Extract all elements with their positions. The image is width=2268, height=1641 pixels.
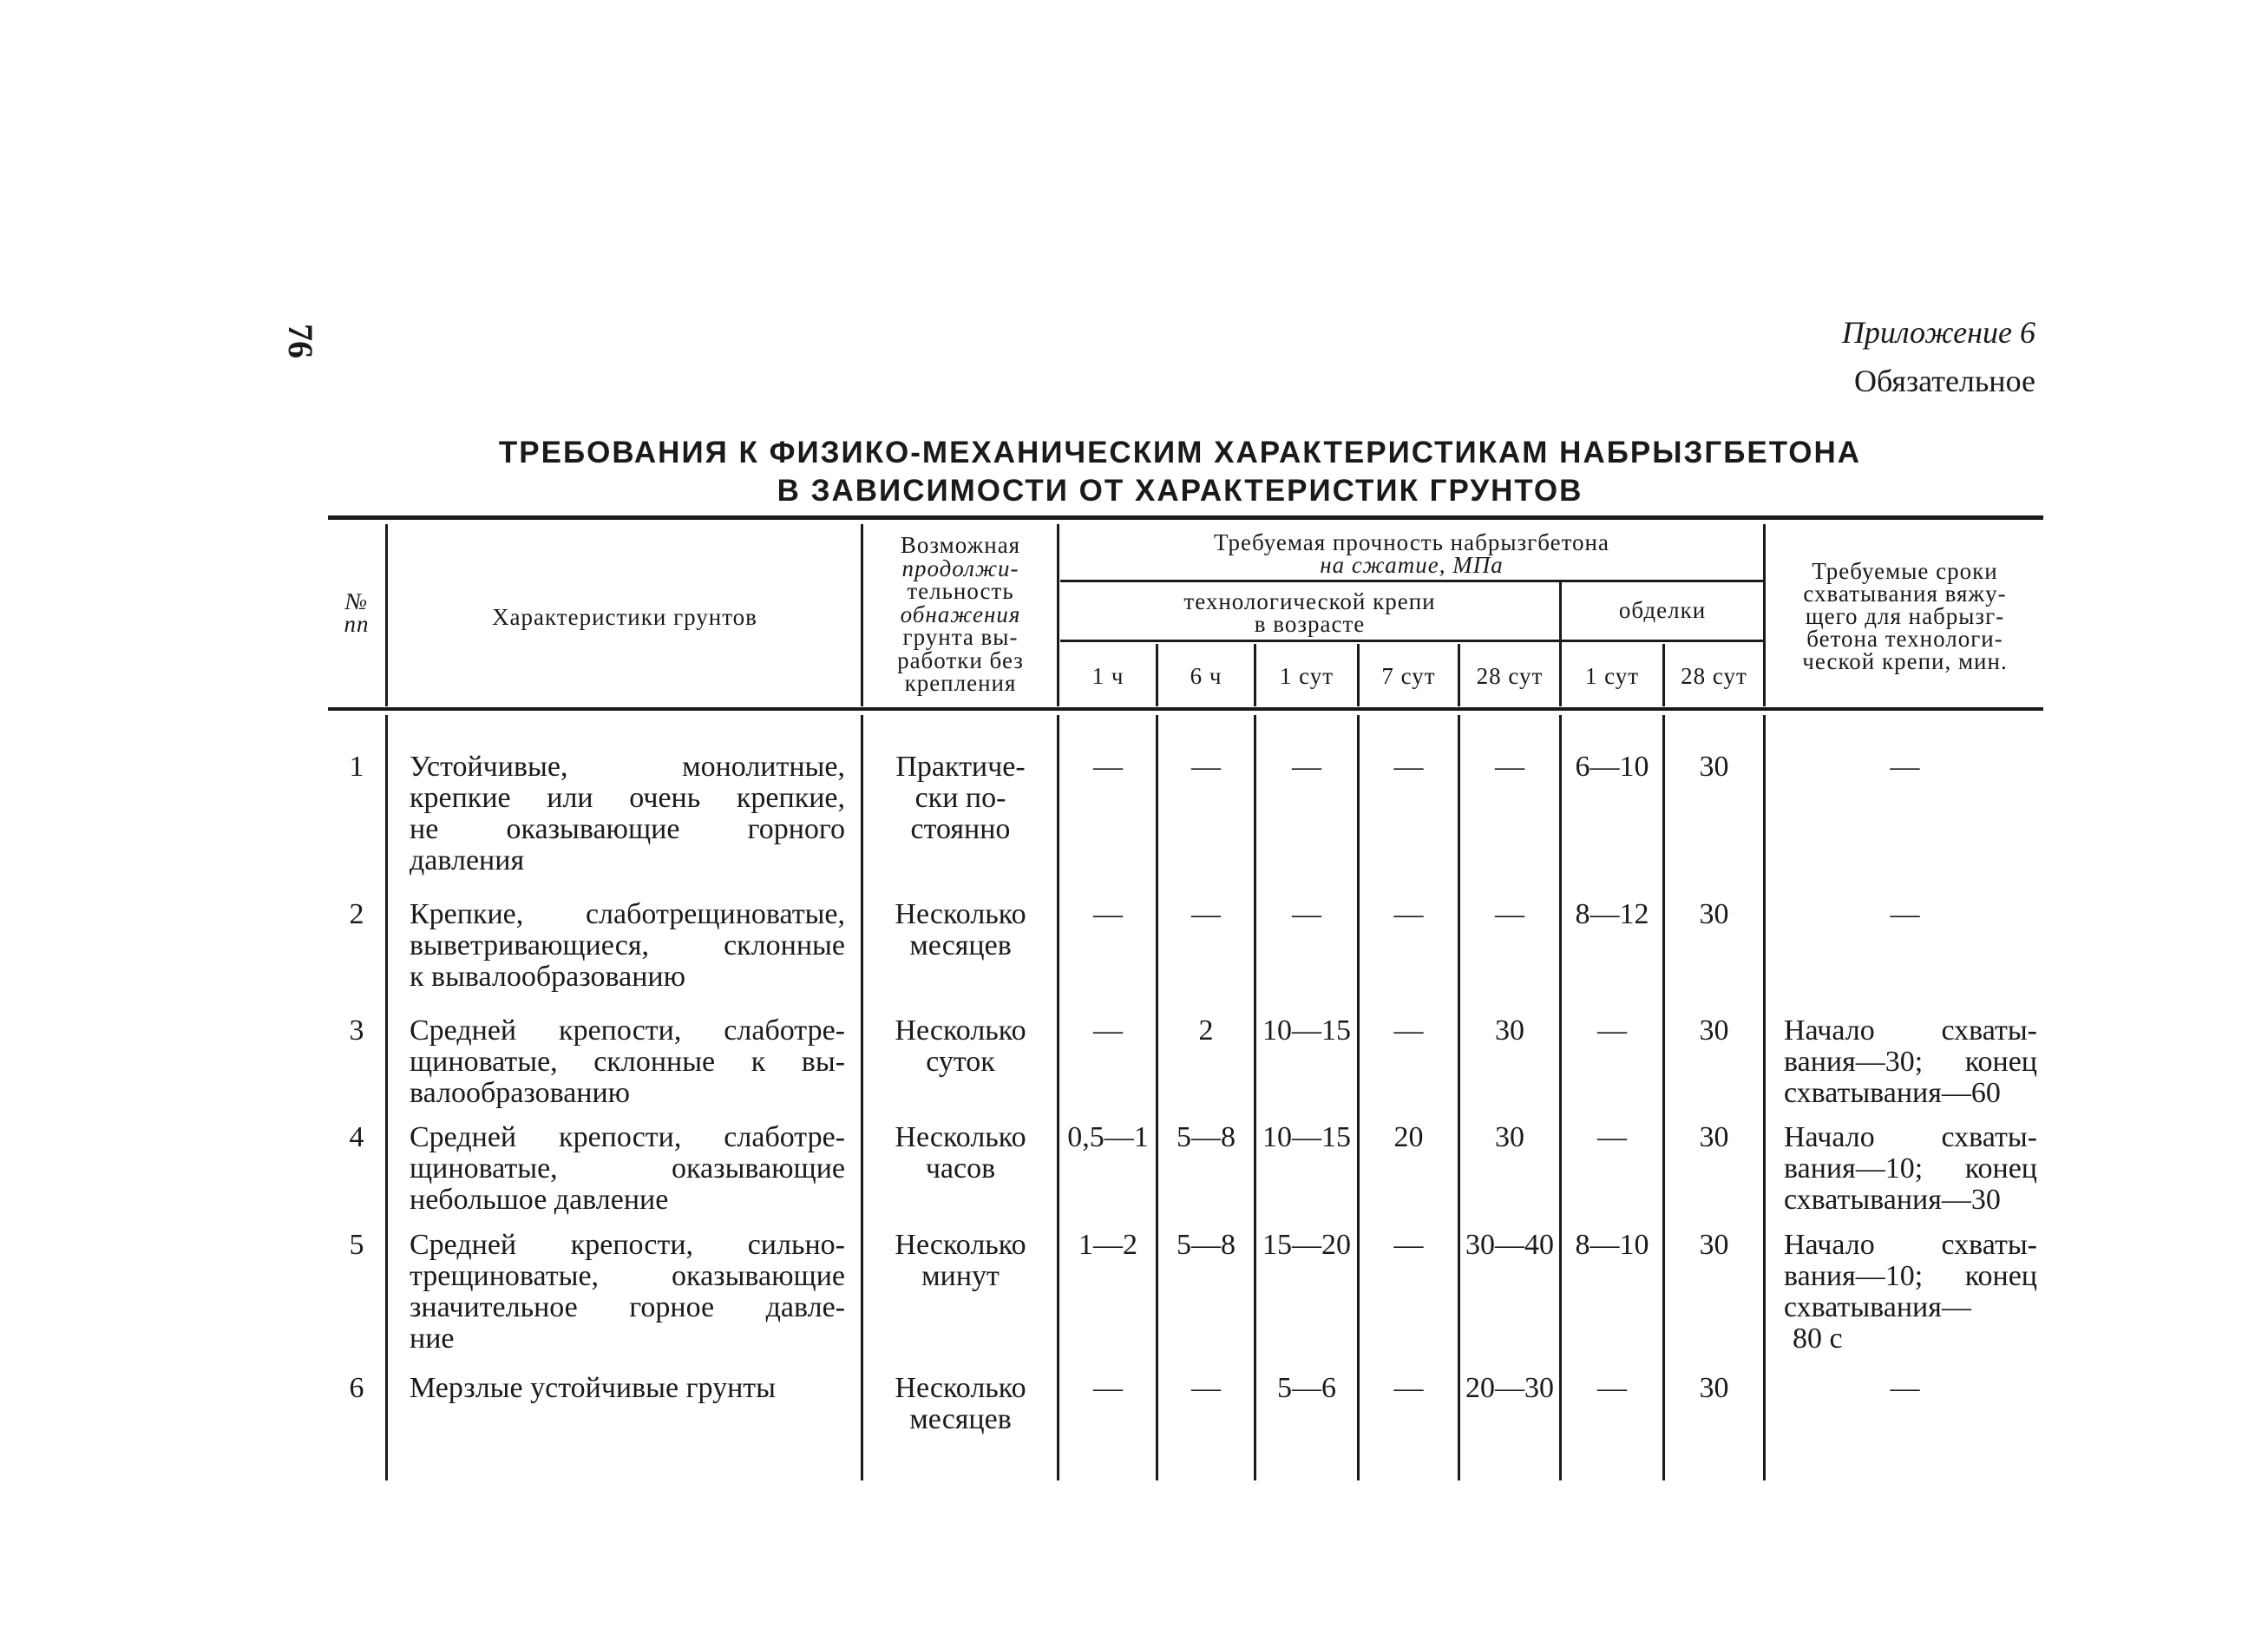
row-number: 3	[349, 1014, 364, 1047]
strength-value: 8—10	[1575, 1229, 1649, 1261]
strength-value: 30	[1495, 1121, 1524, 1153]
strength-value: —	[1597, 1121, 1627, 1153]
body-col-line	[1763, 715, 1766, 1480]
exposure-duration: Несколько суток	[895, 1014, 1026, 1078]
setting-time: —	[1890, 1372, 1920, 1404]
header-col-line	[1057, 524, 1059, 706]
body-col-line	[1156, 715, 1158, 1480]
row-number: 6	[349, 1372, 364, 1404]
soil-characteristics: Средней крепости, сильно- трещиноватые, оказывающие значительное горное давле- ние	[410, 1229, 845, 1355]
header-duration: Возможная продолжи- тельность обнажения грунта вы- работки без крепления	[897, 532, 1024, 696]
strength-value: —	[1393, 751, 1424, 783]
strength-value: —	[1393, 1372, 1424, 1404]
strength-value: —	[1597, 1014, 1627, 1047]
header-col-line	[1763, 524, 1766, 706]
strength-value: 20	[1393, 1121, 1424, 1153]
strength-value: 30	[1699, 1121, 1729, 1153]
setting-time: —	[1890, 898, 1920, 930]
strength-value: 1—2	[1078, 1229, 1137, 1261]
header-col-line	[861, 524, 863, 706]
strength-value: —	[1292, 751, 1321, 783]
header-age: 6 ч	[1190, 663, 1222, 689]
body-col-line	[1458, 715, 1460, 1480]
strength-value: —	[1191, 1372, 1221, 1404]
strength-value: 30	[1699, 898, 1729, 930]
header-age: 28 сут	[1681, 663, 1747, 689]
soil-characteristics: Крепкие, слаботрещиноватые, выветривающиеся, склонные к вывалообразованию	[410, 898, 845, 993]
header-num: № пп	[344, 588, 370, 637]
table-title-line-1: ТРЕБОВАНИЯ К ФИЗИКО-МЕХАНИЧЕСКИМ ХАРАКТЕРИСТИКАМ НАБРЫЗГБЕТОНА	[498, 436, 1862, 469]
row-number: 4	[349, 1121, 364, 1153]
strength-value: 8—12	[1575, 898, 1649, 930]
strength-value: —	[1191, 751, 1221, 783]
strength-value: —	[1393, 1229, 1424, 1261]
exposure-duration: Практиче- ски по- стоянно	[895, 751, 1026, 845]
strength-value: —	[1292, 898, 1321, 930]
strength-value: —	[1597, 1372, 1627, 1404]
header-age: 1 сут	[1279, 663, 1334, 689]
body-col-line	[861, 715, 863, 1480]
strength-value: 20—30	[1465, 1372, 1554, 1404]
strength-value: 30	[1495, 1014, 1524, 1047]
header-strength: Требуемая прочность набрызгбетона на сжатие, МПа	[1214, 529, 1609, 578]
strength-value: 30	[1699, 1229, 1729, 1261]
mandatory-label: Обязательное	[1853, 364, 2035, 398]
table-title-line-2: В ЗАВИСИМОСТИ ОТ ХАРАКТЕРИСТИК ГРУНТОВ	[777, 474, 1583, 508]
strength-value: 5—6	[1277, 1372, 1336, 1404]
setting-time: Начало схваты- вания—10; конец схватывания—30	[1784, 1121, 2037, 1216]
header-bottom-rule	[328, 707, 2043, 711]
strength-value: 30	[1699, 751, 1729, 783]
strength-value: 30—40	[1465, 1229, 1554, 1261]
header-lining: обделки	[1618, 597, 1707, 623]
exposure-duration: Несколько месяцев	[895, 898, 1026, 962]
soil-characteristics: Мерзлые устойчивые грунты	[410, 1372, 776, 1404]
strength-value: —	[1093, 1014, 1123, 1047]
strength-value: 2	[1198, 1014, 1214, 1047]
row-number: 2	[349, 898, 364, 930]
ages-divider	[1060, 640, 1763, 642]
strength-value: 0,5—1	[1067, 1121, 1149, 1153]
setting-time: —	[1890, 751, 1920, 783]
header-col-line	[385, 524, 388, 706]
header-age: 1 сут	[1584, 663, 1640, 689]
exposure-duration: Несколько часов	[895, 1121, 1026, 1185]
setting-time: Начало схваты- вания—30; конец схватывания—60	[1784, 1014, 2037, 1109]
strength-divider	[1060, 580, 1763, 582]
strength-value: 5—8	[1177, 1121, 1236, 1153]
strength-value: 30	[1699, 1372, 1729, 1404]
header-age: 1 ч	[1091, 663, 1124, 689]
strength-value: 15—20	[1262, 1229, 1351, 1261]
header-tech-support: технологической крепи в возрасте	[1183, 588, 1436, 637]
setting-time: Начало схваты- вания—10; конец схватывания— 80 с	[1784, 1229, 2037, 1355]
body-col-line	[1662, 715, 1665, 1480]
strength-value: 10—15	[1262, 1121, 1351, 1153]
strength-value: —	[1393, 1014, 1424, 1047]
header-age: 28 сут	[1476, 663, 1544, 689]
soil-characteristics: Устойчивые, монолитные, крепкие или очень крепкие, не оказывающие горного давления	[410, 751, 845, 876]
strength-value: —	[1495, 898, 1524, 930]
header-age: 7 сут	[1381, 663, 1436, 689]
body-col-line	[1559, 715, 1562, 1480]
strength-value: —	[1393, 898, 1424, 930]
strength-value: —	[1093, 1372, 1123, 1404]
exposure-duration: Несколько минут	[895, 1229, 1026, 1292]
body-col-line	[1254, 715, 1256, 1480]
strength-value: —	[1191, 898, 1221, 930]
strength-value: —	[1093, 898, 1123, 930]
strength-value: 6—10	[1575, 751, 1649, 783]
body-col-line	[1357, 715, 1360, 1480]
soil-characteristics: Средней крепости, слаботре- щиноватые, склонные к вы- валообразованию	[410, 1014, 845, 1109]
strength-value: —	[1093, 751, 1123, 783]
table-top-rule	[328, 515, 2043, 520]
header-soil: Характеристики грунтов	[492, 604, 757, 630]
appendix-label: Приложение 6	[1841, 315, 2035, 350]
header-setting-time: Требуемые сроки схватывания вяжу- щего для набрызг- бетона технологи- ческой крепи, мин.	[1802, 558, 2008, 674]
exposure-duration: Несколько месяцев	[895, 1372, 1026, 1435]
soil-characteristics: Средней крепости, слаботре- щиноватые, оказывающие небольшое давление	[410, 1121, 845, 1216]
strength-value: —	[1495, 751, 1524, 783]
row-number: 5	[349, 1229, 364, 1261]
strength-value: 5—8	[1177, 1229, 1236, 1261]
body-col-line	[1057, 715, 1059, 1480]
row-number: 1	[349, 751, 364, 783]
strength-value: 10—15	[1262, 1014, 1351, 1047]
body-col-line	[385, 715, 388, 1480]
page-number: 76	[281, 324, 320, 358]
strength-value: 30	[1699, 1014, 1729, 1047]
